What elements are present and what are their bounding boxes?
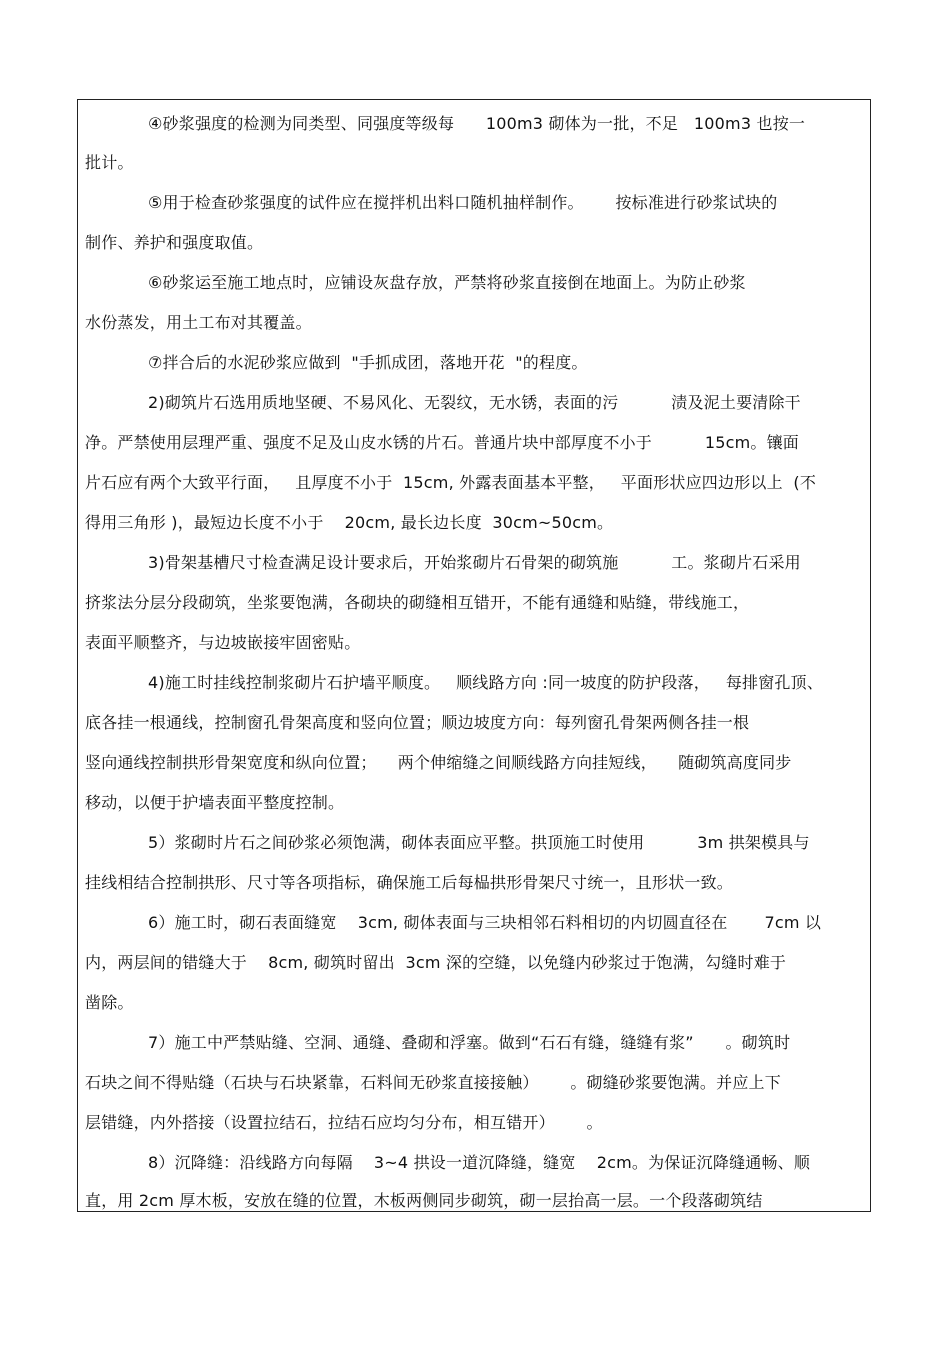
text-line: ⑥砂浆运至施工地点时，应铺设灰盘存放，严禁将砂浆直接倒在地面上。为防止砂浆 bbox=[148, 273, 746, 292]
text-line: 制作、养护和强度取值。 bbox=[85, 233, 264, 252]
text-line: 4)施工时挂线控制浆砌片石护墙平顺度。 顺线路方向 :同一坡度的防护段落， 每排窗孔顶、 bbox=[148, 673, 824, 692]
text-line: 6）施工时，砌石表面缝宽 3cm, 砌体表面与三块相邻石料相切的内切圆直径在 7cm 以 bbox=[148, 913, 822, 932]
text-line: 净。严禁使用层理严重、强度不足及山皮水锈的片石。普通片块中部厚度不小于 15cm。镶面 bbox=[85, 433, 800, 452]
text-line: 得用三角形 )，最短边长度不小于 20cm, 最长边长度 30cm~50cm。 bbox=[85, 513, 614, 532]
text-line: 竖向通线控制拱形骨架宽度和纵向位置； 两个伸缩缝之间顺线路方向挂短线， 随砌筑高度同步 bbox=[85, 753, 792, 772]
text-line: 直，用 2cm 厚木板，安放在缝的位置，木板两侧同步砌筑，砌一层抬高一层。一个段落砌筑结 bbox=[85, 1191, 763, 1210]
text-line: 8）沉降缝：沿线路方向每隔 3~4 拱设一道沉降缝，缝宽 2cm。为保证沉降缝通畅、顺 bbox=[148, 1153, 811, 1172]
text-line: 批计。 bbox=[85, 153, 134, 172]
text-line: 内，两层间的错缝大于 8cm, 砌筑时留出 3cm 深的空缝，以免缝内砂浆过于饱满，勾缝时难于 bbox=[85, 953, 787, 972]
text-line: 5）浆砌时片石之间砂浆必须饱满，砌体表面应平整。拱顶施工时使用 3m 拱架模具与 bbox=[148, 833, 810, 852]
text-line: 石块之间不得贴缝（石块与石块紧靠，石料间无砂浆直接接触） 。砌缝砂浆要饱满。并应上下 bbox=[85, 1073, 781, 1092]
text-line: 表面平顺整齐，与边坡嵌接牢固密贴。 bbox=[85, 633, 361, 652]
text-line: 挂线相结合控制拱形、尺寸等各项指标，确保施工后每榀拱形骨架尺寸统一，且形状一致。 bbox=[85, 873, 734, 892]
text-line: ⑦拌合后的水泥砂浆应做到 "手抓成团，落地开花 "的程度。 bbox=[148, 353, 588, 372]
text-line: 凿除。 bbox=[85, 993, 134, 1012]
text-line: 3)骨架基槽尺寸检查满足设计要求后，开始浆砌片石骨架的砌筑施 工。浆砌片石采用 bbox=[148, 553, 801, 572]
text-line: ④砂浆强度的检测为同类型、同强度等级每 100m3 砌体为一批，不足 100m3 也按一 bbox=[148, 114, 806, 133]
text-line: 挤浆法分层分段砌筑，坐浆要饱满，各砌块的砌缝相互错开，不能有通缝和贴缝，带线施工， bbox=[85, 593, 750, 612]
text-line: ⑤用于检查砂浆强度的试件应在搅拌机出料口随机抽样制作。 按标准进行砂浆试块的 bbox=[148, 193, 778, 212]
text-line: 片石应有两个大致平行面， 且厚度不小于 15cm, 外露表面基本平整， 平面形状应四边形以上 (不 bbox=[85, 473, 817, 492]
text-line: 7）施工中严禁贴缝、空洞、通缝、叠砌和浮塞。做到“石石有缝，缝缝有浆” 。砌筑时 bbox=[148, 1033, 791, 1052]
text-line: 2)砌筑片石选用质地坚硬、不易风化、无裂纹，无水锈，表面的污 渍及泥土要清除干 bbox=[148, 393, 801, 412]
text-line: 移动，以便于护墙表面平整度控制。 bbox=[85, 793, 345, 812]
text-line: 水份蒸发，用土工布对其覆盖。 bbox=[85, 313, 312, 332]
text-line: 底各挂一根通线，控制窗孔骨架高度和竖向位置；顺边坡度方向：每列窗孔骨架两侧各挂一根 bbox=[85, 713, 750, 732]
text-line: 层错缝，内外搭接（设置拉结石，拉结石应均匀分布，相互错开） 。 bbox=[85, 1113, 603, 1132]
